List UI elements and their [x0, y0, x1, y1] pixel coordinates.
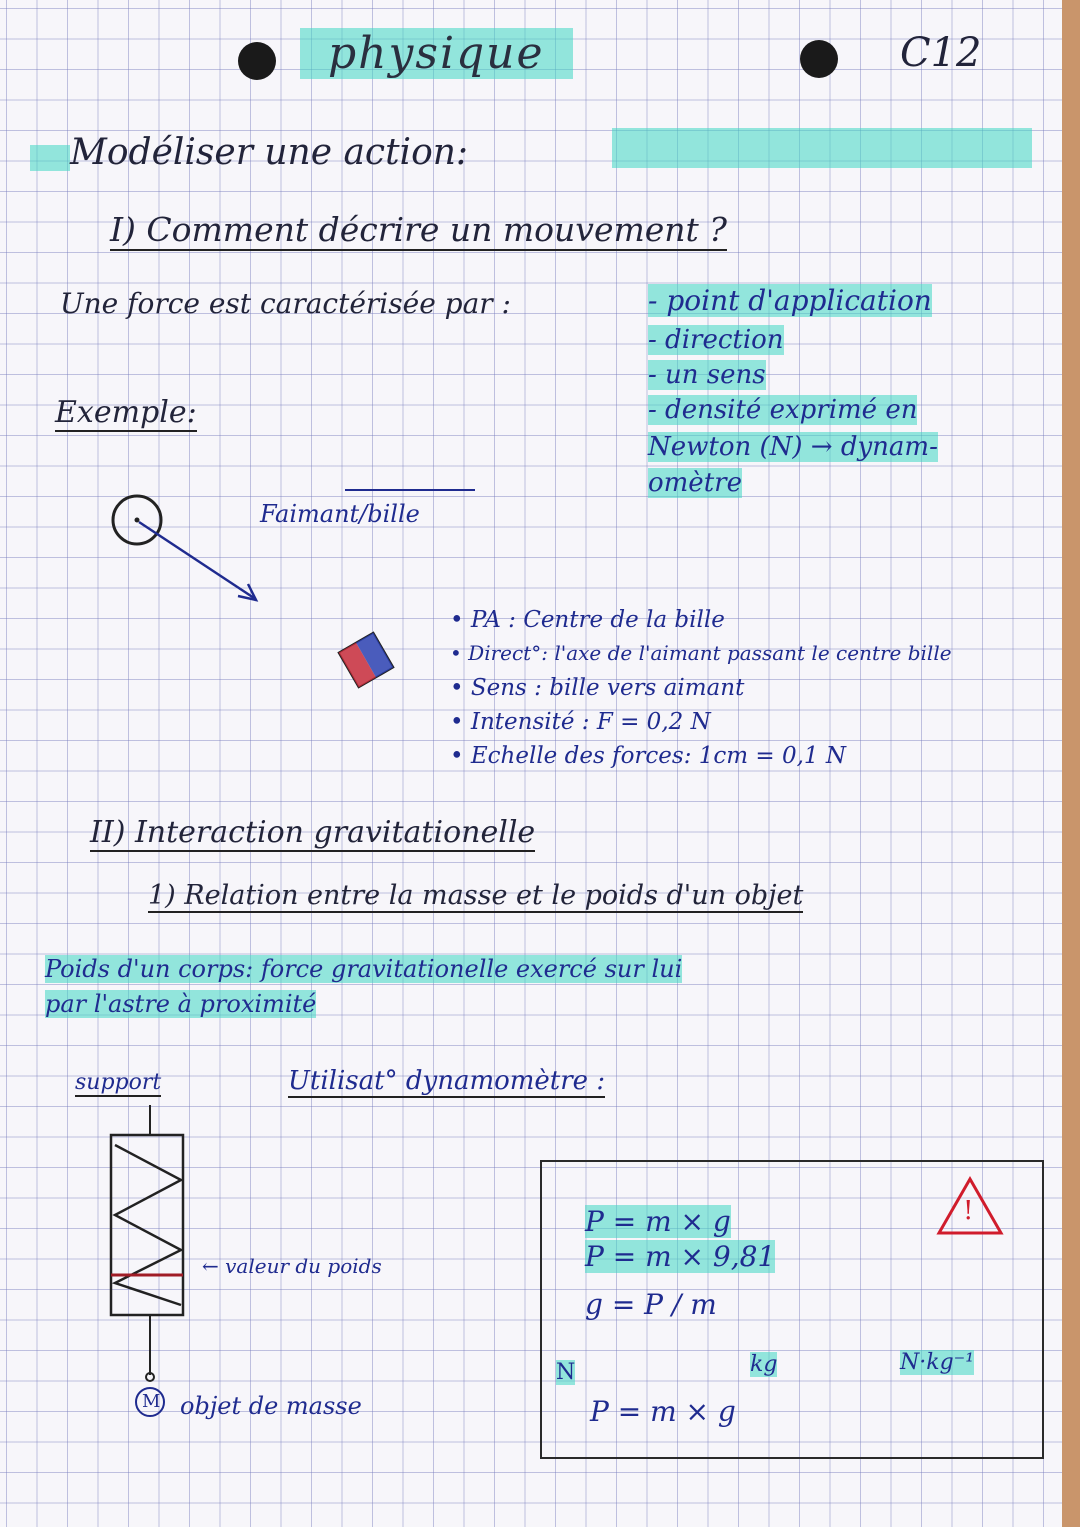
weight-definition-1: Poids d'un corps: force gravitationelle exercé sur lui: [45, 955, 683, 983]
section-title: Modéliser une action:: [70, 132, 469, 173]
part2-subheading: 1) Relation entre la masse et le poids d'un objet: [148, 880, 804, 911]
paper-edge: [1062, 0, 1080, 1527]
magnet-icon: [339, 633, 394, 688]
vector-label-arrow: [345, 489, 475, 491]
char-dynamometre: omètre: [648, 468, 742, 498]
warning-symbol: !: [963, 1196, 974, 1226]
detail-echelle: • Echelle des forces: 1cm = 0,1 N: [450, 743, 846, 769]
chapter-code: C12: [900, 30, 982, 76]
unit-p: N: [556, 1360, 576, 1385]
mass-label: objet de masse: [180, 1392, 362, 1420]
highlight-mark-left: [30, 145, 70, 171]
char-newton: Newton (N) → dynam-: [648, 432, 938, 462]
char-direction: - direction: [648, 325, 784, 355]
force-vector-label: Faimant/bille: [260, 500, 420, 528]
spring-icon: [115, 1145, 181, 1305]
detail-intensite: • Intensité : F = 0,2 N: [450, 709, 711, 735]
unit-m: kg: [750, 1352, 778, 1377]
detail-pa: • PA : Centre de la bille: [450, 607, 725, 633]
char-point-application: - point d'application: [648, 284, 932, 317]
highlight-mark-right: [612, 128, 1032, 168]
char-sens: - un sens: [648, 360, 766, 390]
force-vector-arrow: [139, 522, 254, 598]
detail-sens: • Sens : bille vers aimant: [450, 675, 745, 701]
char-intensite: - densité exprimé en: [648, 395, 918, 425]
part1-heading: I) Comment décrire un mouvement ?: [110, 210, 727, 249]
formula-3: g = P / m: [585, 1288, 717, 1321]
punch-hole-left: [238, 42, 276, 80]
detail-direction: • Direct°: l'axe de l'aimant passant le centre bille: [450, 641, 952, 665]
part2-heading: II) Interaction gravitationelle: [90, 815, 536, 850]
punch-hole-right: [800, 40, 838, 78]
weight-definition-2: par l'astre à proximité: [45, 990, 317, 1018]
dynamometer-usage-label: Utilisat° dynamomètre :: [288, 1066, 606, 1096]
spring-value-label: ← valeur du poids: [202, 1254, 382, 1278]
example-label: Exemple:: [55, 395, 197, 430]
mass-symbol: M: [142, 1391, 161, 1412]
support-label: support: [75, 1070, 162, 1095]
force-intro: Une force est caractérisée par :: [60, 287, 511, 320]
page-title: physique: [300, 28, 573, 79]
unit-g: N·kg⁻¹: [900, 1350, 975, 1375]
final-formula: P = m × g: [590, 1395, 736, 1428]
formula-1: P = m × g: [585, 1205, 731, 1238]
formula-2: P = m × 9,81: [585, 1240, 776, 1273]
